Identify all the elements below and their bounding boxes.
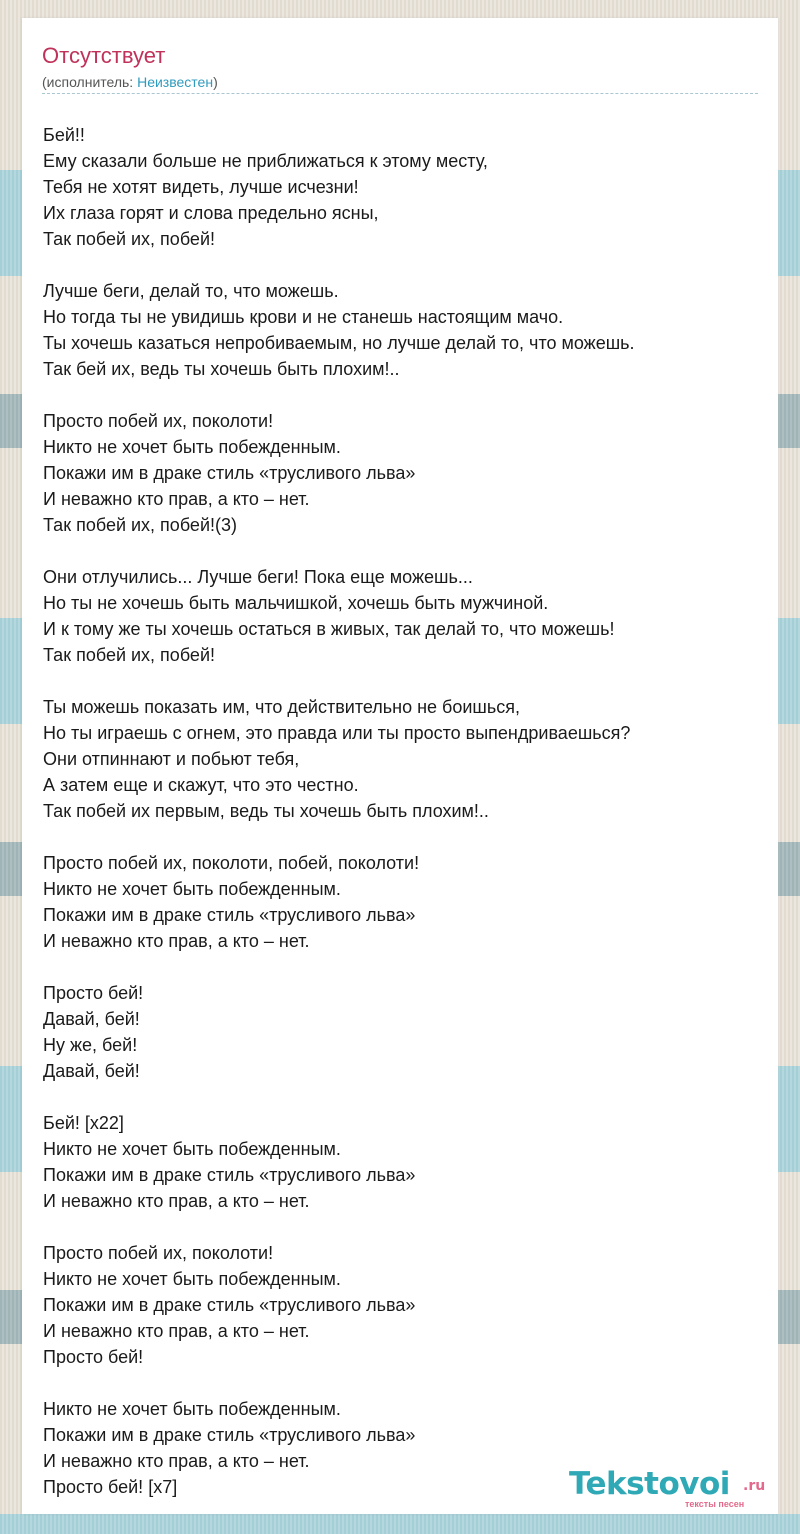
lyric-line: И неважно кто прав, а кто – нет.	[43, 489, 310, 509]
lyric-line: Никто не хочет быть побежденным.	[43, 1139, 341, 1159]
lyric-line: Так побей их, побей!	[43, 645, 215, 665]
title-divider	[42, 93, 758, 94]
lyric-line: Давай, бей!	[43, 1061, 140, 1081]
lyrics-card	[22, 18, 778, 1514]
lyric-line: Тебя не хотят видеть, лучше исчезни!	[43, 177, 359, 197]
lyric-line: Никто не хочет быть побежденным.	[43, 437, 341, 457]
lyric-line: И неважно кто прав, а кто – нет.	[43, 1451, 310, 1471]
lyric-line: Бей! [x22]	[43, 1113, 124, 1133]
lyric-line: Их глаза горят и слова предельно ясны,	[43, 203, 379, 223]
artist-link[interactable]: Неизвестен	[137, 74, 214, 90]
lyric-line: Они отпиннают и побьют тебя,	[43, 749, 300, 769]
lyric-line: Так побей их, побей!(3)	[43, 515, 237, 535]
lyric-line: Ну же, бей!	[43, 1035, 138, 1055]
logo-name: Tekstovoi	[569, 1466, 730, 1502]
lyric-line: Ему сказали больше не приближаться к этому месту,	[43, 151, 488, 171]
lyric-line: Покажи им в драке стиль «трусливого льва»	[43, 1425, 416, 1445]
lyrics-stanza	[43, 694, 759, 824]
lyric-line: Покажи им в драке стиль «трусливого льва»	[43, 905, 416, 925]
lyric-line: Просто побей их, поколоти!	[43, 1243, 274, 1263]
lyric-line: И неважно кто прав, а кто – нет.	[43, 931, 310, 951]
lyric-line: Просто бей!	[43, 1347, 144, 1367]
lyric-line: Лучше беги, делай то, что можешь.	[43, 281, 339, 301]
performer-line	[42, 73, 218, 91]
lyrics-stanza	[43, 122, 759, 252]
lyric-line: Ты можешь показать им, что действительно не боишься,	[43, 697, 520, 717]
lyric-line: Бей!!	[43, 125, 85, 145]
lyric-line: Просто бей!	[43, 983, 144, 1003]
performer-suffix: )	[213, 74, 218, 90]
lyric-line: Ты хочешь казаться непробиваемым, но лучше делай то, что можешь.	[43, 333, 635, 353]
lyric-line: Но ты играешь с огнем, это правда или ты просто выпендриваешься?	[43, 723, 631, 743]
site-logo[interactable]	[569, 1466, 779, 1508]
lyric-line: Просто бей! [x7]	[43, 1477, 178, 1497]
song-title: Отсутствует	[42, 43, 166, 68]
lyric-line: Покажи им в драке стиль «трусливого льва»	[43, 463, 416, 483]
lyric-line: Никто не хочет быть побежденным.	[43, 879, 341, 899]
lyric-line: Покажи им в драке стиль «трусливого льва»	[43, 1165, 416, 1185]
lyrics-stanza	[43, 408, 759, 538]
lyric-line: Но тогда ты не увидишь крови и не станешь настоящим мачо.	[43, 307, 564, 327]
logo-tld: .ru	[743, 1478, 766, 1494]
lyric-line: Так побей их первым, ведь ты хочешь быть плохим!..	[43, 801, 489, 821]
lyric-line: Но ты не хочешь быть мальчишкой, хочешь быть мужчиной.	[43, 593, 549, 613]
lyric-line: Просто побей их, поколоти, побей, поколоти!	[43, 853, 420, 873]
lyric-line: А затем еще и скажут, что это честно.	[43, 775, 359, 795]
lyrics-stanza	[43, 564, 759, 668]
lyric-line: Никто не хочет быть побежденным.	[43, 1399, 341, 1419]
performer-prefix: (исполнитель:	[42, 74, 138, 90]
lyric-line: Так бей их, ведь ты хочешь быть плохим!..	[43, 359, 400, 379]
lyric-line: Просто побей их, поколоти!	[43, 411, 274, 431]
lyric-line: Никто не хочет быть побежденным.	[43, 1269, 341, 1289]
lyric-line: Покажи им в драке стиль «трусливого льва»	[43, 1295, 416, 1315]
lyrics-stanza	[43, 1110, 759, 1214]
lyric-line: Давай, бей!	[43, 1009, 140, 1029]
lyrics-stanza	[43, 850, 759, 954]
lyrics-stanza	[43, 278, 759, 382]
lyric-line: И неважно кто прав, а кто – нет.	[43, 1191, 310, 1211]
lyrics-stanza	[43, 980, 759, 1084]
logo-tagline: тексты песен	[685, 1499, 745, 1509]
lyrics-stanza	[43, 1240, 759, 1370]
lyric-line: Они отлучились... Лучше беги! Пока еще можешь...	[43, 567, 473, 587]
lyric-line: И неважно кто прав, а кто – нет.	[43, 1321, 310, 1341]
lyric-line: Так побей их, побей!	[43, 229, 215, 249]
lyrics-text	[43, 122, 759, 1526]
lyric-line: И к тому же ты хочешь остаться в живых, так делай то, что можешь!	[43, 619, 615, 639]
